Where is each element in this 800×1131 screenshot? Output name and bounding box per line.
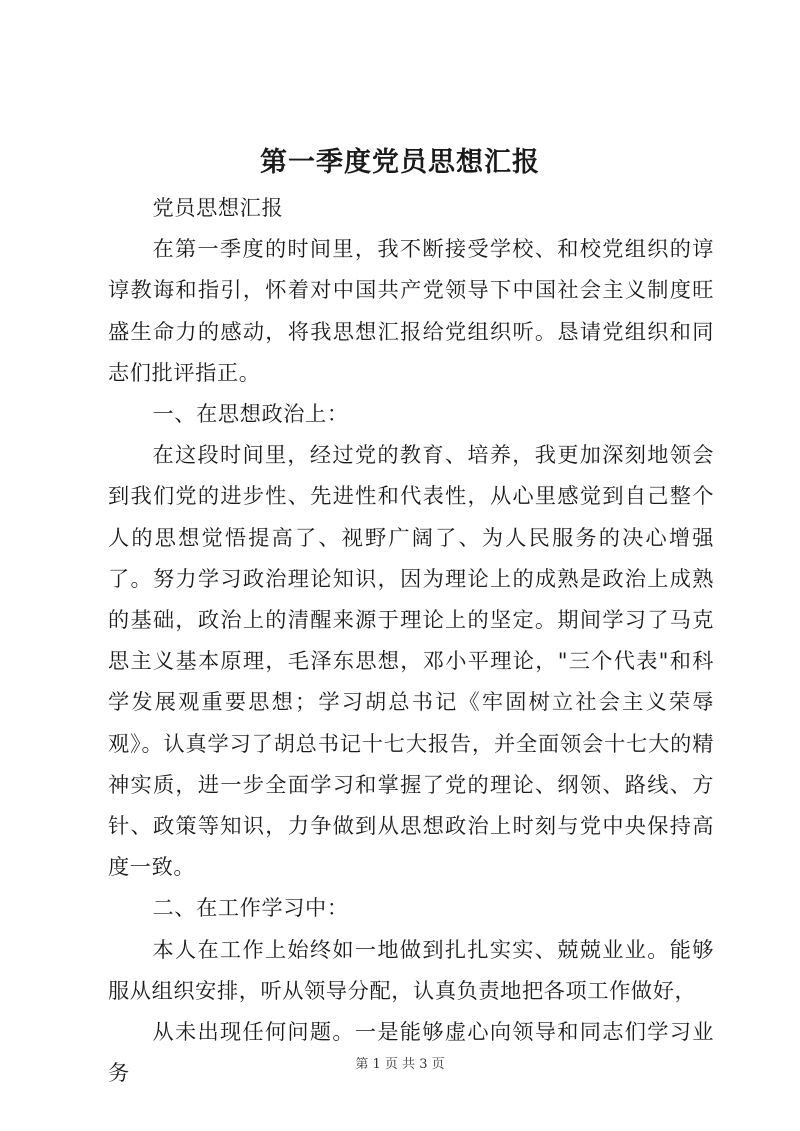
paragraph-work: 本人在工作上始终如一地做到扎扎实实、兢兢业业。能够服从组织安排，听从领导分配，认真负责地把各项工作做好， — [108, 936, 714, 1003]
paragraph-heading: 党员思想汇报 — [152, 195, 284, 220]
document-title: 第一季度党员思想汇报 — [260, 147, 540, 178]
page-footer: 第 1 页 共 3 页 — [355, 1057, 445, 1072]
section-heading-work: 二、在工作学习中： — [152, 895, 349, 921]
paragraph-work-continued: 从未出现任何问题。一是能够虚心向领导和同志们学习业务 — [108, 1019, 714, 1086]
document-body — [108, 187, 714, 1093]
paragraph-politics: 在这段时间里，经过党的教育、培养，我更加深刻地领会到我们党的进步性、先进性和代表性，从心里感觉到自己整个人的思想觉悟提高了、视野广阔了、为人民服务的决心增强了。努力学习政治理论知识，因为理论上的成熟是政治上成熟的基础，政治上的清醒来源于理论上的坚定。期间学习了马克思主义基本原理，毛泽东思想，邓小平理论，"三个代表"和科学发展观重要思想；学习胡总书记《牢固树立社会主义荣辱观》。认真学习了胡总书记十七大报告，并全面领会十七大的精神实质，进一步全面学习和掌握了党的理论、纲领、路线、方针、政策等知识，力争做到从思想政治上时刻与党中央保持高度一致。 — [108, 442, 714, 880]
paragraph-intro: 在第一季度的时间里，我不断接受学校、和校党组织的谆谆教诲和指引，怀着对中国共产党领导下中国社会主义制度旺盛生命力的感动，将我思想汇报给党组织听。恳请党组织和同志们批评指正。 — [108, 236, 714, 385]
section-heading-politics: 一、在思想政治上： — [152, 401, 349, 427]
